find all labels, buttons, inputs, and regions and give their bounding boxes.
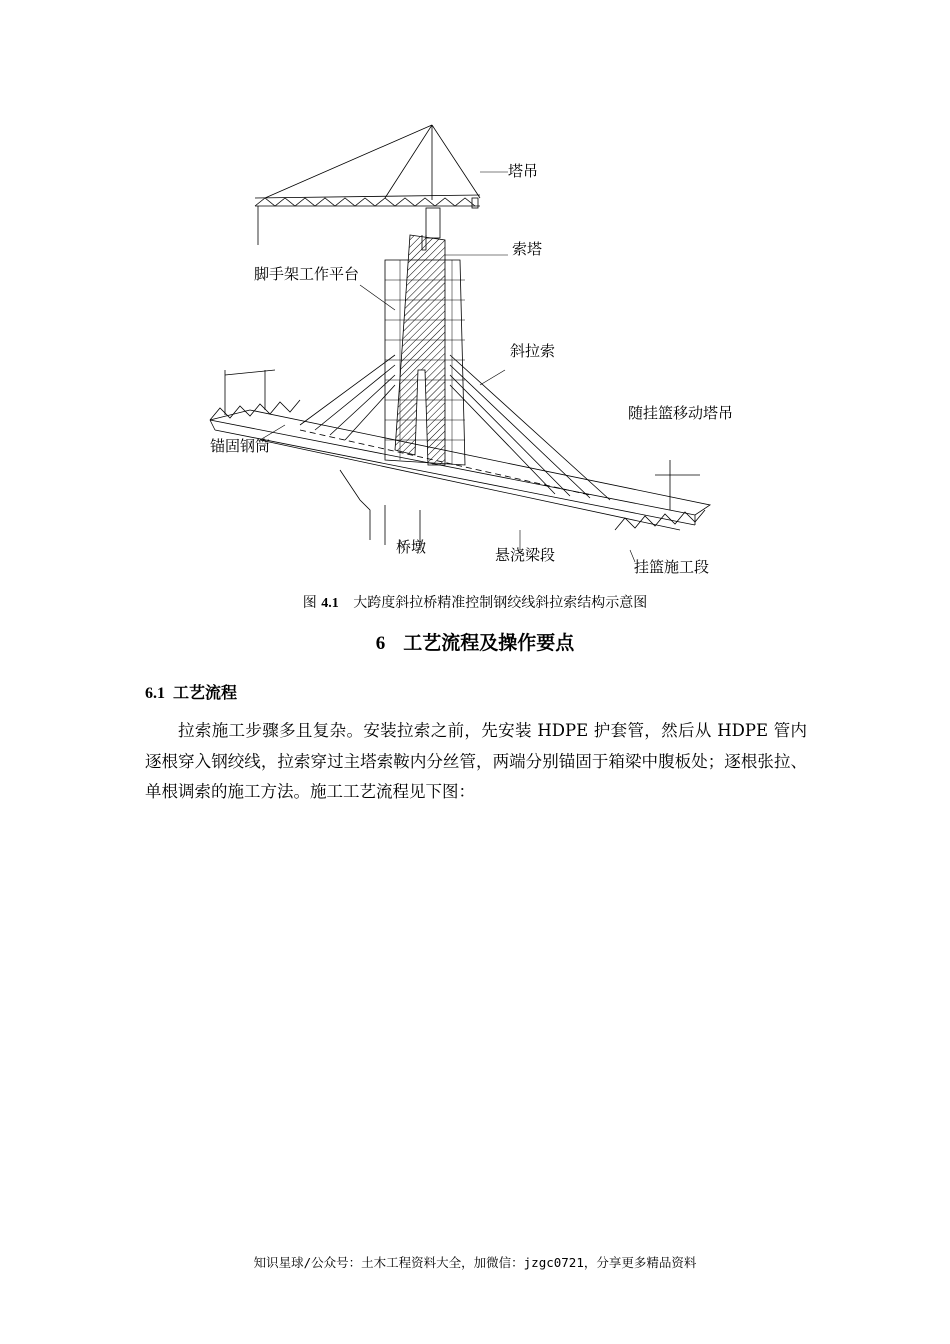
page-footer: 知识星球/公众号：土木工程资料大全，加微信：jzgc0721，分享更多精品资料	[253, 1255, 697, 1270]
subsection-heading	[145, 680, 237, 703]
subsection-title: 工艺流程	[173, 683, 238, 702]
caption-text: 大跨度斜拉桥精准控制钢绞线斜拉索结构示意图	[353, 595, 648, 611]
bridge-diagram	[190, 120, 770, 590]
label-traveler-segment: 挂篮施工段	[634, 558, 710, 576]
label-stay-cable: 斜拉索	[510, 342, 556, 360]
body-paragraph: 拉索施工步骤多且复杂。安装拉索之前，先安装 HDPE 护套管，然后从 HDPE 管内逐根穿入钢绞线，拉索穿过主塔索鞍内分丝管，两端分别锚固于箱梁中腹板处；逐根张拉、单根调索的施工方法。施工工艺流程见下图：	[145, 721, 807, 801]
figure-caption	[0, 592, 950, 612]
leader-lines	[260, 172, 635, 562]
section-title: 工艺流程及操作要点	[403, 632, 575, 654]
stay-cables-drawing	[300, 355, 610, 500]
label-cast-segment: 悬浇梁段	[495, 546, 556, 564]
section-heading	[0, 628, 950, 655]
caption-prefix: 图	[302, 595, 317, 611]
subsection-number: 6.1	[145, 685, 165, 702]
tower-crane-drawing	[255, 125, 480, 245]
label-traveler-crane: 随挂篮移动塔吊	[628, 404, 734, 422]
caption-number: 4.1	[321, 596, 339, 611]
label-anchor-tube: 锚固钢筒	[210, 437, 271, 455]
label-pylon: 索塔	[512, 240, 543, 258]
bridge-drawing	[190, 120, 770, 590]
label-scaffold: 脚手架工作平台	[254, 265, 360, 283]
section-number: 6	[375, 633, 386, 654]
pylon-drawing	[385, 235, 465, 465]
deck-drawing	[210, 370, 710, 550]
label-tower-crane: 塔吊	[508, 162, 539, 180]
label-pier: 桥墩	[396, 538, 427, 556]
